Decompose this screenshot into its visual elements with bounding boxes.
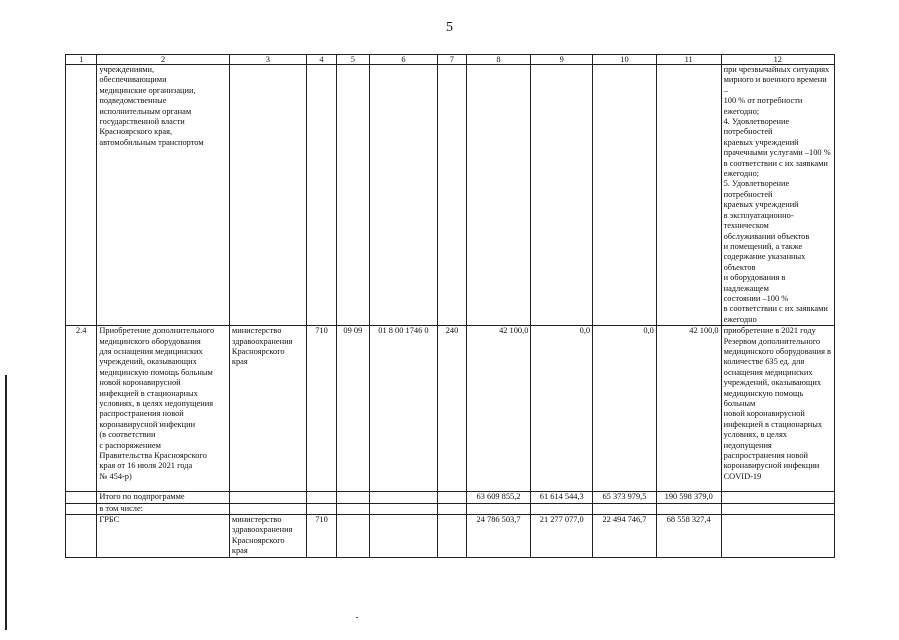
- table-row-2-4: [66, 326, 835, 492]
- cell-amount: 61 614 544,3: [531, 492, 593, 503]
- cell-code: [337, 65, 369, 326]
- column-header: 11: [656, 55, 721, 65]
- column-header: 10: [593, 55, 657, 65]
- column-header: 7: [438, 55, 466, 65]
- column-header: 12: [721, 55, 834, 65]
- cell-code: [306, 492, 336, 503]
- column-header: 8: [466, 55, 531, 65]
- cell-amount: [531, 65, 593, 326]
- cell-amount: [593, 503, 657, 514]
- table-row-total: [66, 492, 835, 503]
- column-header: 2: [97, 55, 230, 65]
- column-header: 1: [66, 55, 97, 65]
- scan-dot: [356, 617, 358, 618]
- cell-grbs: министерство здравоохранения Красноярского края: [229, 514, 306, 557]
- column-header: 5: [337, 55, 369, 65]
- cell-amount: [466, 65, 531, 326]
- cell-including-label: в том числе:: [97, 503, 230, 514]
- cell-result: [721, 492, 834, 503]
- cell-description: учреждениями, обеспечивающими медицинские организации, подведомственные исполнительным органам государственной власти Красноярского края, автомобильным транспортом: [97, 65, 230, 326]
- cell-result: при чрезвычайных ситуациях мирного и военного времени – 100 % от потребности ежегодно; 4. Удовлетворение потребностей краевых учреждений прачечными услугами –100 % в соответствии с их заявками ежегодно; 5. Удовлетворение потребностей краевых учреждений в эксплуатационно-техническом обслуживании объектов и помещений, а также содержание указанных объектов и оборудования в надлежащем состоянии –100 % в соответствии с их заявками ежегодно: [721, 65, 834, 326]
- cell-code: [337, 503, 369, 514]
- cell-grbs: [229, 65, 306, 326]
- cell-grbs: [229, 492, 306, 503]
- column-header: 3: [229, 55, 306, 65]
- cell-amount: 65 373 979,5: [593, 492, 657, 503]
- cell-description: Приобретение дополнительного медицинского оборудования для оснащения медицинских учреждений, оказывающих медицинскую помощь больным новой коронавирусной инфекцией в стационарных условиях, в целях недопущения распространения новой коронавирусной инфекции (в соответствии с распоряжением Правительства Красноярского края от 16 июля 2021 года № 454-р): [97, 326, 230, 492]
- cell-result: приобретение в 2021 году Резервом дополнительного медицинского оборудования в количестве 635 ед. для оснащения медицинских учреждений, оказывающих медицинскую помощь больным новой коронавирусной инфекцией в стационарных условиях, в целях недопущения распространения новой коронавирусной инфекции COVID-19: [721, 326, 834, 492]
- page-number: 5: [446, 20, 453, 35]
- cell-number: 2.4: [66, 326, 97, 492]
- cell-code: 240: [438, 326, 466, 492]
- cell-amount: 0,0: [531, 326, 593, 492]
- cell-amount: 24 786 503,7: [466, 514, 531, 557]
- cell-amount: [593, 65, 657, 326]
- cell-code: [369, 65, 438, 326]
- cell-amount: 21 277 077,0: [531, 514, 593, 557]
- cell-code: [369, 492, 438, 503]
- cell-code: 01 8 00 1746 0: [369, 326, 438, 492]
- cell-code: [438, 503, 466, 514]
- cell-amount: [531, 503, 593, 514]
- column-header: 9: [531, 55, 593, 65]
- cell-code: [337, 514, 369, 557]
- table-row-including: [66, 503, 835, 514]
- cell-code: 710: [306, 326, 336, 492]
- cell-amount: [466, 503, 531, 514]
- cell-result: [721, 503, 834, 514]
- cell-grbs: министерство здравоохранения Красноярского края: [229, 326, 306, 492]
- column-header: 6: [369, 55, 438, 65]
- cell-code: [438, 492, 466, 503]
- cell-grbs: [229, 503, 306, 514]
- cell-amount: 63 609 855,2: [466, 492, 531, 503]
- cell-amount: 22 494 746,7: [593, 514, 657, 557]
- cell-grbs-label: ГРБС: [97, 514, 230, 557]
- program-table: [65, 54, 835, 558]
- column-header: 4: [306, 55, 336, 65]
- cell-code: [438, 514, 466, 557]
- column-number-row: [66, 55, 835, 65]
- cell-amount: [656, 65, 721, 326]
- cell-number: [66, 65, 97, 326]
- cell-amount: 42 100,0: [656, 326, 721, 492]
- cell-code: [369, 514, 438, 557]
- cell-amount: 68 558 327,4: [656, 514, 721, 557]
- binding-line: [5, 375, 7, 630]
- cell-code: [306, 65, 336, 326]
- table-row-grbs: [66, 514, 835, 557]
- cell-result: [721, 514, 834, 557]
- cell-total-label: Итого по подпрограмме: [97, 492, 230, 503]
- cell-amount: [656, 503, 721, 514]
- table-row-continuation: [66, 65, 835, 326]
- cell-amount: 0,0: [593, 326, 657, 492]
- cell-amount: 190 598 379,0: [656, 492, 721, 503]
- cell-code: [438, 65, 466, 326]
- cell-code: 710: [306, 514, 336, 557]
- cell-code: [337, 492, 369, 503]
- cell-amount: 42 100,0: [466, 326, 531, 492]
- cell-code: [306, 503, 336, 514]
- cell-number: [66, 492, 97, 503]
- cell-number: [66, 503, 97, 514]
- cell-code: 09 09: [337, 326, 369, 492]
- cell-code: [369, 503, 438, 514]
- cell-number: [66, 514, 97, 557]
